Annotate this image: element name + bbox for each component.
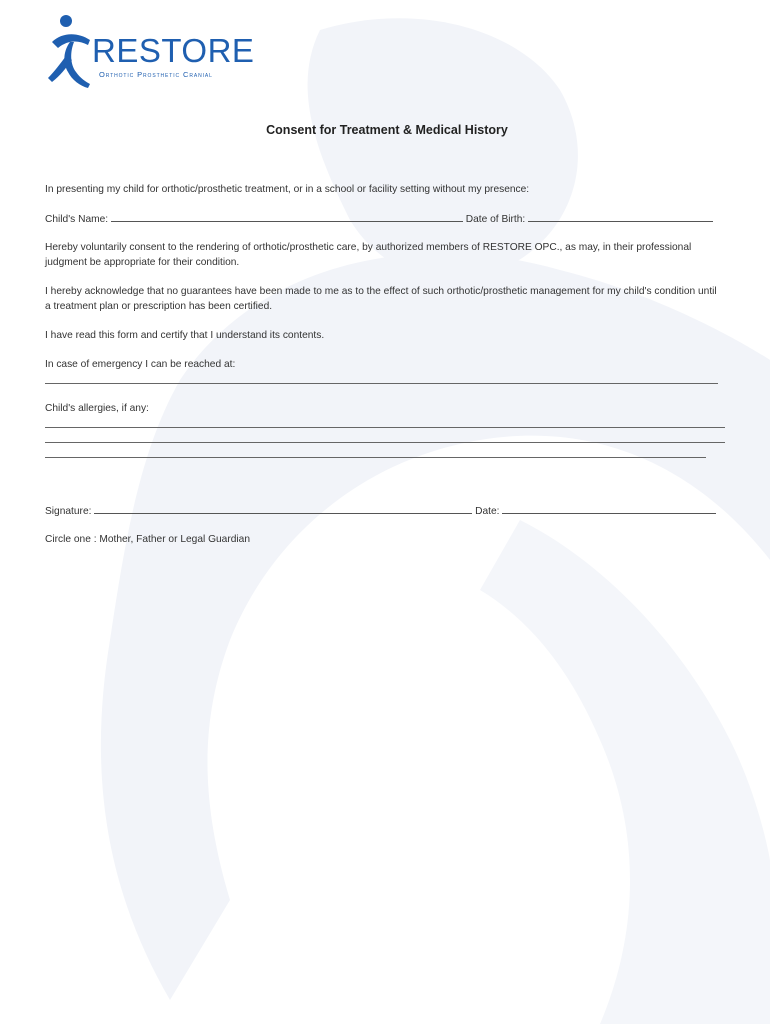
childs-name-label: Child's Name: (45, 214, 109, 225)
signature-field[interactable] (94, 503, 472, 514)
signature-row (45, 503, 716, 519)
signature-label: Signature: (45, 506, 92, 517)
restore-logo (44, 12, 255, 92)
logo-tagline: Orthotic Prosthetic Cranial (99, 70, 213, 79)
date-label: Date: (475, 506, 500, 517)
dob-label: Date of Birth: (465, 214, 526, 225)
intro-text: In presenting my child for orthotic/prosthetic treatment, or in a school or facility setting without my presence: (45, 184, 530, 195)
acknowledge-paragraph: I hereby acknowledge that no guarantees have been made to me as to the effect of such orthotic/prosthetic management for my child's condition until a treatment plan or prescription has been certified. (45, 286, 717, 312)
consent-paragraph: Hereby voluntarily consent to the rendering of orthotic/prosthetic care, by authorized members of RESTORE OPC., as may, in their professional judgment be appropriate for their condition. (45, 242, 692, 268)
guardian-circle-one: Circle one : Mother, Father or Legal Guardian (45, 534, 250, 545)
page-title: Consent for Treatment & Medical History (266, 123, 508, 137)
logo-wordmark: RESTORE (92, 32, 255, 69)
emergency-contact-field[interactable] (45, 383, 718, 384)
childs-name-field[interactable] (111, 211, 463, 222)
childs-name-row (45, 211, 713, 227)
allergies-field-line-1[interactable] (45, 427, 725, 428)
dob-field[interactable] (528, 211, 713, 222)
allergies-field-line-2[interactable] (45, 442, 725, 443)
date-field[interactable] (502, 503, 716, 514)
allergies-field-line-3[interactable] (45, 457, 706, 458)
read-statement: I have read this form and certify that I understand its contents. (45, 330, 325, 341)
allergies-label: Child's allergies, if any: (45, 403, 149, 414)
emergency-label: In case of emergency I can be reached at: (45, 359, 236, 370)
